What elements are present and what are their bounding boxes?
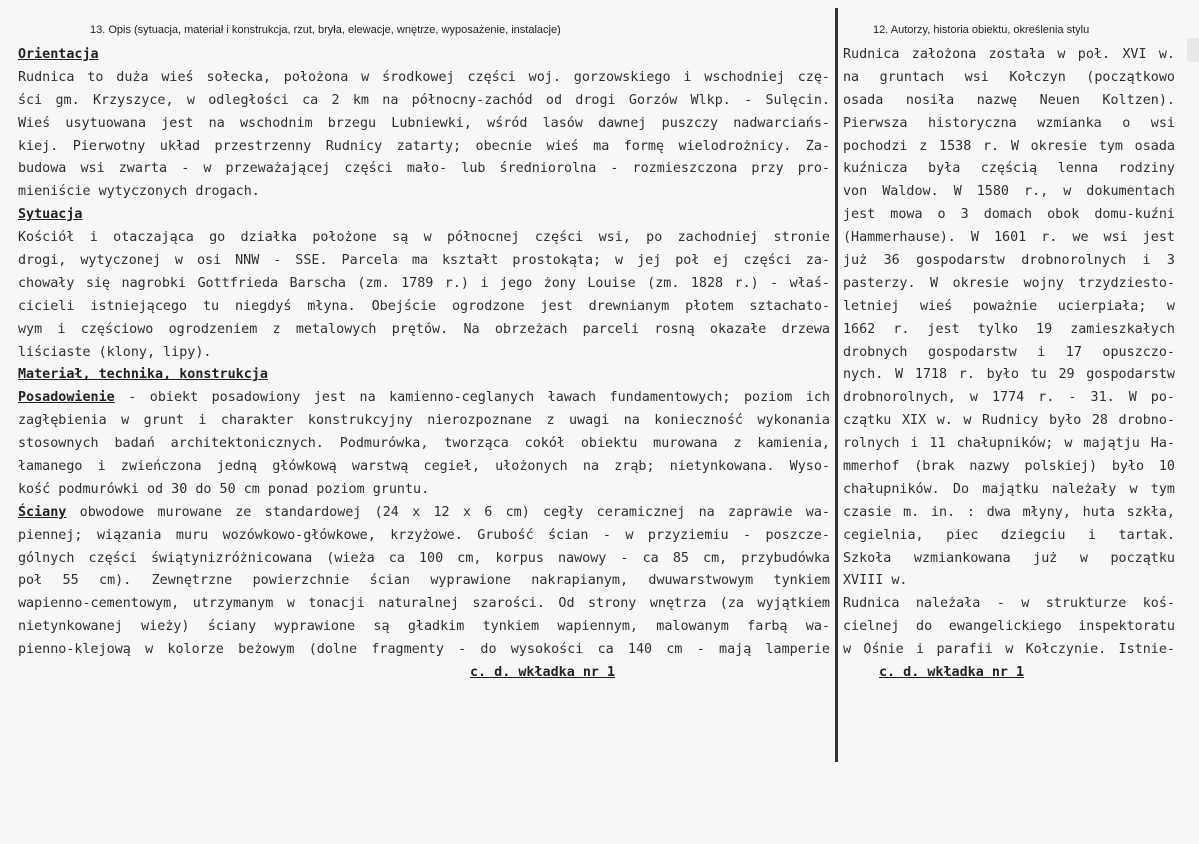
text-line: budowa wsi zwarta - w przeważającej części mało- lub średniorolna - rozmieszczona przy pro- <box>18 161 830 177</box>
history-column <box>843 22 1175 685</box>
text-line: gólnych części świątynizróżnicowana (wieża ca 100 cm, korpus nawowy - ca 85 cm, przybudówka <box>18 550 830 566</box>
text-line: drogi, wytyczonej w osi NNW - SSE. Parcela ma kształt prostokąta; w jej poł ej części za- <box>18 253 830 269</box>
text-line: XVIII w. <box>843 573 908 589</box>
paragraph-first-line <box>18 387 830 410</box>
text-line: kuźnicza była częścią lenna rodziny <box>843 161 1175 177</box>
text-line: cielnej do ewangelickiego inspektoratu <box>843 619 1175 635</box>
text-line: Pierwsza historyczna wzmianka o wsi <box>843 115 1175 131</box>
text-line: drobnych gospodarstw i 17 opuszczo- <box>843 344 1175 360</box>
description-body <box>18 44 830 685</box>
text-line: cicieli istniejącego tu niegdyś młyna. Obejście ogrodzone jest drewnianym płotem sztachato- <box>18 298 830 314</box>
text-line: łamanego i zwieńczona jedną główkową warstwą cegieł, ułożonych na zrąb; nietynkowana. Wyso- <box>18 459 830 475</box>
text-line: piennej; wiązania muru wozówkowo-główkowe, krzyżowe. Grubość ścian - w przyziemiu - poszcze- <box>18 527 830 543</box>
text-run: - obiekt posadowiony jest na kamienno-ceglanych ławach fundamentowych; poziom ich <box>114 390 830 406</box>
text-line: wapienno-cementowym, utrzymanym w tonacji naturalnej szarości. Od strony wnętrza (za wyjątkiem <box>18 596 830 612</box>
text-line: von Waldow. W 1580 r., w dokumentach <box>843 184 1175 200</box>
text-line: na gruntach wsi Kołczyn (początkowo <box>843 69 1175 85</box>
text-line: chałupników. Do majątku należały w tym <box>843 481 1175 497</box>
binder-tab <box>1187 38 1199 62</box>
column-divider <box>835 8 838 762</box>
text-line: Kościół i otaczająca go działka położone są w północnej części wsi, po zachodniej stronie <box>18 230 830 246</box>
text-line: mieniście wytyczonych drogach. <box>18 184 260 200</box>
text-line: już 36 gospodarstw drobnorolnych i 3 <box>843 253 1175 269</box>
section-heading: Materiał, technika, konstrukcja <box>18 367 268 383</box>
inline-heading: Ściany <box>18 504 67 520</box>
text-line: cegielnia, piec dziegciu i tartak. <box>843 527 1175 543</box>
text-line: Wieś usytuowana jest na wschodnim brzegu Lubniewki, wśród lasów dawnej puszczy nadwarciańs- <box>18 115 830 131</box>
history-body <box>843 44 1175 685</box>
section-heading: Sytuacja <box>18 207 83 223</box>
section-heading: Orientacja <box>18 47 99 62</box>
text-line: chowały się nagrobki Gottfrieda Barscha (zm. 1789 r.) i jego żony Louise (zm. 1828 r.) - właś- <box>18 275 830 291</box>
text-line: (Hammerhause). W 1601 r. we wsi jest <box>843 230 1175 246</box>
text-line: rolnych i 11 chałupników; w majątju Ha- <box>843 436 1175 452</box>
text-line: wym i częściowo ogrodzeniem z metalowych prętów. Na obrzeżach parceli rosną okazałe drzewa <box>18 321 830 337</box>
text-line: liściaste (klony, lipy). <box>18 344 212 360</box>
history-header: 12. Autorzy, historia obiektu, określenia stylu <box>873 24 1090 36</box>
text-run: obwodowe murowane ze standardowej (24 x 12 x 6 cm) cegły ceramicznej na zaprawie wa- <box>66 504 830 520</box>
description-header: 13. Opis (sytuacja, materiał i konstrukcja, rzut, bryła, elewacje, wnętrze, wyposażenie, instalacje) <box>90 24 561 36</box>
text-line: pochodzi z 1538 r. W okresie tym osada <box>843 138 1175 154</box>
text-line: kiej. Pierwotny układ przestrzenny Rudnicy zatarty; obecnie wieś ma formę wielodrożnicy. Za- <box>18 138 830 154</box>
inline-heading: Posadowienie <box>18 390 115 406</box>
text-line: w Ośnie i parafii w Kołczynie. Istnie- <box>843 642 1175 658</box>
text-line: pienno-klejową w kolorze beżowym (dolne fragmenty - do wysokości ca 140 cm - mają lamperie <box>18 642 830 658</box>
text-line: czątku XIX w. w Rudnicy było 28 drobno- <box>843 413 1175 429</box>
text-line: Szkoła wzmiankowana już w początku <box>843 550 1175 566</box>
text-line: drobnorolnych, w 1774 r. - 31. W po- <box>843 390 1175 406</box>
text-line: pasterzy. W okresie wojny trzydziesto- <box>843 275 1175 291</box>
text-line: poł 55 cm). Zewnętrzne powierzchnie ścian wyprawione nakrapianym, dwuwarstwowym tynkiem <box>18 573 830 589</box>
text-line: mmerhof (brak nazwy polskiej) było 10 <box>843 459 1175 475</box>
text-line: czasie m. in. : dwa młyny, huta szkła, <box>843 504 1175 520</box>
text-line: Rudnica założona została w poł. XVI w. <box>843 47 1175 62</box>
text-line: jest mowa o 3 domach obok domu-kuźni <box>843 207 1175 223</box>
text-line: Rudnica należała - w strukturze koś- <box>843 596 1175 612</box>
text-line: nietynkowanej wieży) ściany wyprawione są gładkim tynkiem wapiennym, malowanym farbą wa- <box>18 619 830 635</box>
text-line: Rudnica to duża wieś sołecka, położona w środkowej części woj. gorzowskiego i wschodniej czę- <box>18 69 830 85</box>
description-column <box>18 22 830 685</box>
continuation-note: c. d. wkładka nr 1 <box>470 665 616 681</box>
continuation-note: c. d. wkładka nr 1 <box>879 665 1025 681</box>
text-line: ści gm. Krzyszyce, w odległości ca 2 km na północny-zachód od drogi Gorzów Wlkp. - Sulęcin. <box>18 92 830 108</box>
text-line: stosownych badań architektonicznych. Podmurówka, tworząca cokół obiektu murowana z kamienia, <box>18 436 830 452</box>
text-line: osada nosiła nazwę Neuen Koltzen). <box>843 92 1175 108</box>
text-line: 1662 r. jest tylko 19 zamieszkałych <box>843 321 1175 337</box>
text-line: nych. W 1718 r. było tu 29 gospodarstw <box>843 367 1175 383</box>
paragraph-first-line <box>18 502 830 525</box>
text-line: zagłębienia w grunt i charakter konstrukcyjny nierozpoznane z uwagi na konieczność wykonania <box>18 413 830 429</box>
text-line: letniej wieś poważnie ucierpiała; w <box>843 298 1175 314</box>
text-line: kość podmurówki od 30 do 50 cm ponad poziom gruntu. <box>18 481 430 497</box>
